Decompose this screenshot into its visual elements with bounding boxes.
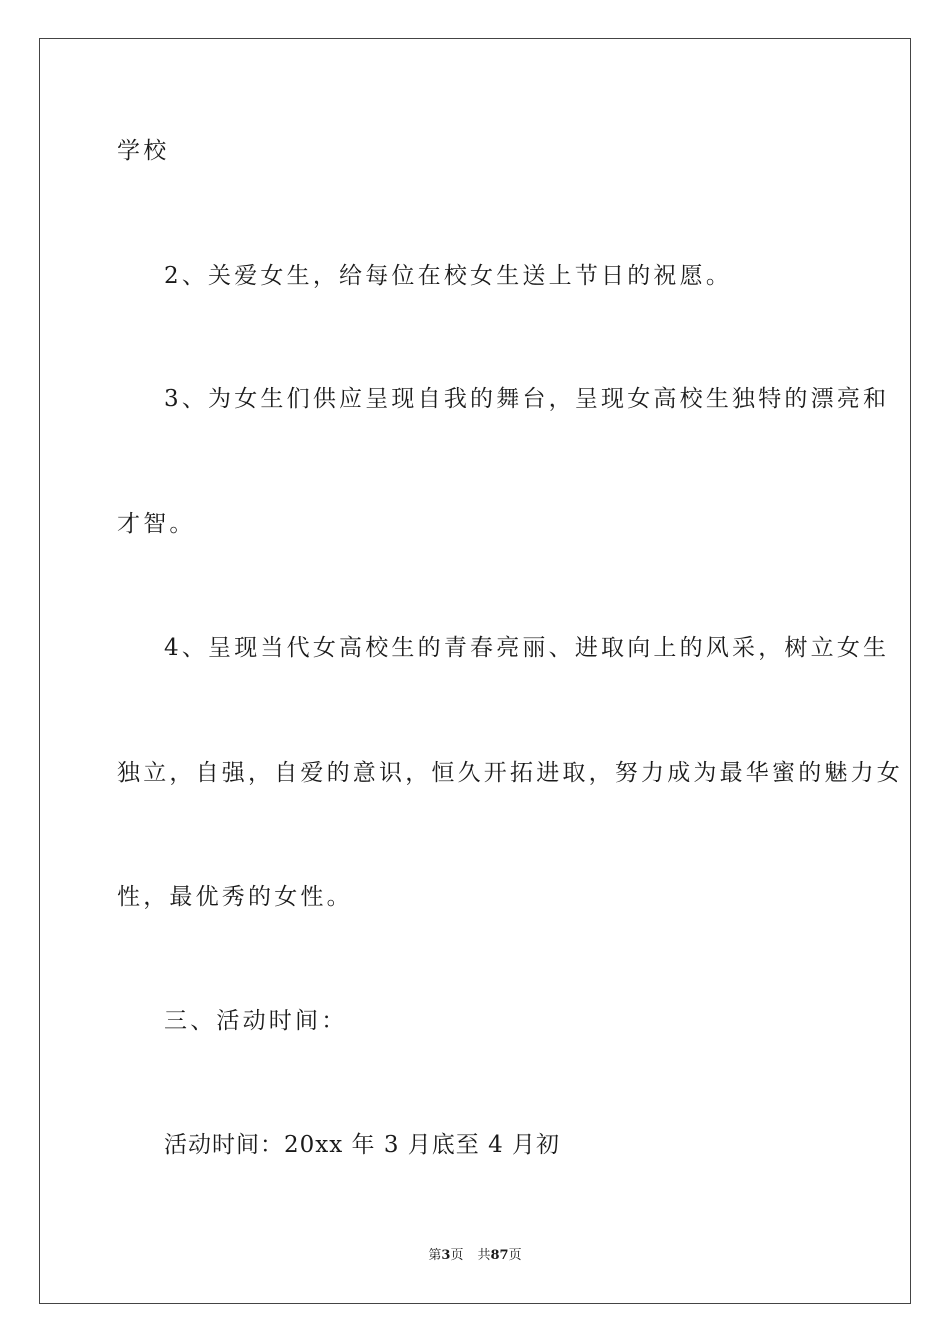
total-prefix: 共 [477,1248,491,1263]
page-suffix: 页 [450,1248,464,1263]
text-line: 性，最优秀的女性。 [117,884,353,910]
page-number: 3 [441,1248,451,1263]
page-border [39,38,911,1304]
text-line: 学校 [117,138,170,164]
page-footer [0,1247,950,1265]
text-line: 独立，自强，自爱的意识，恒久开拓进取，努力成为最华蜜的魅力女 [117,760,903,786]
text-line: 活动时间：20xx 年 3 月底至 4 月初 [164,1132,561,1158]
page-prefix: 第 [428,1248,442,1263]
total-pages: 87 [490,1248,509,1263]
total-suffix: 页 [508,1248,522,1263]
section-heading: 三、活动时间： [164,1008,348,1034]
text-line: 2、关爱女生，给每位在校女生送上节日的祝愿。 [164,263,733,289]
text-line: 4、呈现当代女高校生的青春亮丽、进取向上的风采，树立女生 [164,635,890,661]
text-line: 3、为女生们供应呈现自我的舞台，呈现女高校生独特的漂亮和 [164,386,890,412]
text-line: 才智。 [117,511,196,537]
